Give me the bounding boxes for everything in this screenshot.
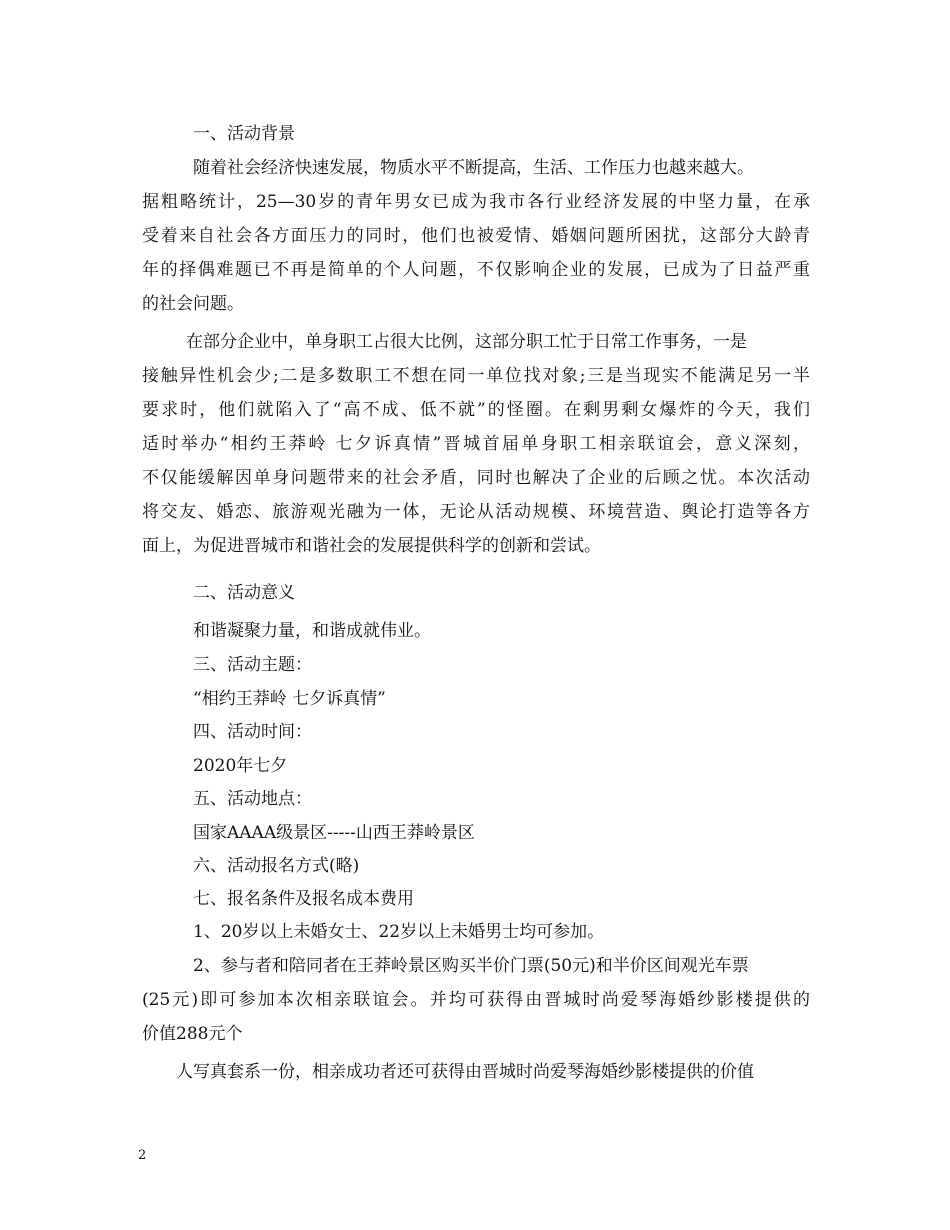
paragraph-line: 适时举办“相约王莽岭 七夕诉真情”晋城首届单身职工相亲联谊会，意义深刻， <box>142 434 810 454</box>
paragraph-line: 面上，为促进晋城市和谐社会的发展提供科学的创新和尝试。 <box>142 536 601 556</box>
paragraph-line: 要求时，他们就陷入了“高不成、低不就”的怪圈。在剩男剩女爆炸的今天，我们 <box>142 400 810 420</box>
paragraph-line: 据粗略统计，25—30岁的青年男女已成为我市各行业经济发展的中坚力量，在承 <box>142 192 810 212</box>
paragraph-line: 和谐凝聚力量，和谐成就伟业。 <box>193 621 431 641</box>
paragraph-line: (25元)即可参加本次相亲联谊会。并均可获得由晋城时尚爱琴海婚纱影楼提供的 <box>142 990 810 1010</box>
section-heading-location: 五、活动地点： <box>193 789 312 809</box>
page-number: 2 <box>138 1148 147 1163</box>
section-heading-theme: 三、活动主题： <box>193 655 312 675</box>
paragraph-line: 国家AAAA级景区-----山西王莽岭景区 <box>193 823 475 843</box>
paragraph-line: 接触异性机会少;二是多数职工不想在同一单位找对象;三是当现实不能满足另一半 <box>142 366 810 386</box>
section-heading-background: 一、活动背景 <box>193 124 295 144</box>
paragraph-line: 在部分企业中，单身职工占很大比例，这部分职工忙于日常工作事务，一是 <box>186 332 747 352</box>
paragraph-line: 价值288元个 <box>142 1024 243 1044</box>
paragraph-line: 的社会问题。 <box>142 294 244 314</box>
section-heading-registration-conditions: 七、报名条件及报名成本费用 <box>193 889 414 909</box>
paragraph-line: 人写真套系一份，相亲成功者还可获得由晋城时尚爱琴海婚纱影楼提供的价值 <box>176 1062 754 1082</box>
paragraph-line: 2020年七夕 <box>193 756 288 776</box>
paragraph-line: 不仅能缓解因单身问题带来的社会矛盾，同时也解决了企业的后顾之忧。本次活动 <box>142 468 810 488</box>
paragraph-line: 随着社会经济快速发展，物质水平不断提高，生活、工作压力也越来越大。 <box>193 158 754 178</box>
paragraph-line: 1、20岁以上未婚女士、22岁以上未婚男士均可参加。 <box>193 922 605 942</box>
paragraph-line: 2、参与者和陪同者在王莽岭景区购买半价门票(50元)和半价区间观光车票 <box>193 956 749 976</box>
section-heading-time: 四、活动时间： <box>193 722 312 742</box>
section-heading-significance: 二、活动意义 <box>193 583 295 603</box>
paragraph-line: 受着来自社会各方面压力的同时，他们也被爱情、婚姻问题所困扰，这部分大龄青 <box>142 226 810 246</box>
paragraph-line: 年的择偶难题已不再是简单的个人问题，不仅影响企业的发展，已成为了日益严重 <box>142 260 810 280</box>
section-heading-registration-method: 六、活动报名方式(略) <box>193 856 360 876</box>
paragraph-line: “相约王莽岭 七夕诉真情” <box>193 689 386 709</box>
paragraph-line: 将交友、婚恋、旅游观光融为一体，无论从活动规模、环境营造、舆论打造等各方 <box>142 502 810 522</box>
